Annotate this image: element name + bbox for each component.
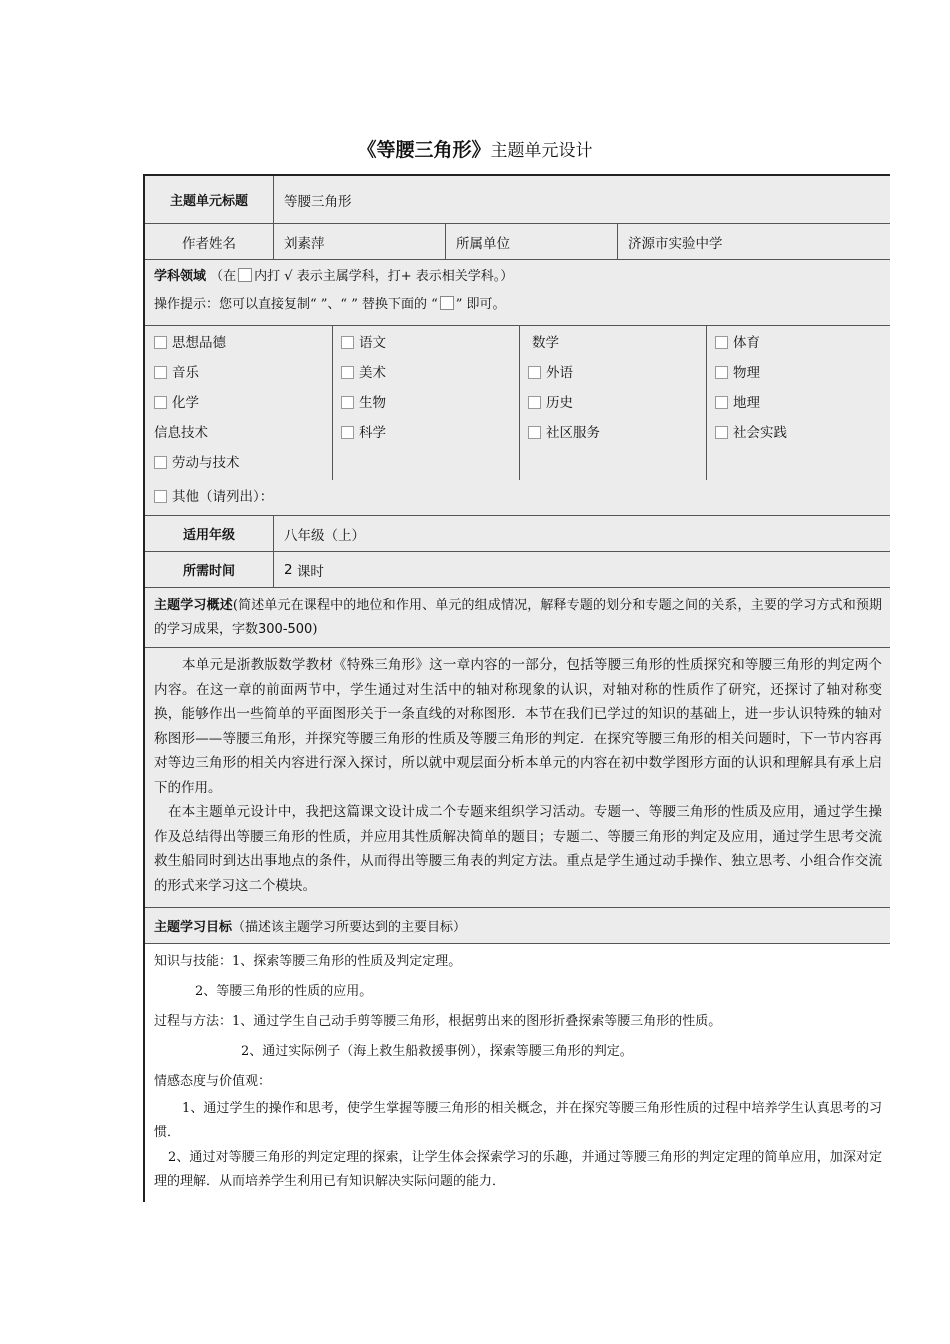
checkbox-icon[interactable]	[154, 366, 167, 379]
time-unit: 课时	[296, 563, 324, 580]
subject-area-tip	[154, 295, 506, 315]
tip-pre: 操作提示：您可以直接复制“ ”、“ ” 替换下面的 “	[154, 297, 438, 312]
checkbox-icon[interactable]	[154, 336, 167, 349]
subject-item: 信息技术	[154, 425, 208, 441]
subject-item[interactable]: 音乐	[154, 364, 199, 382]
checkbox-icon[interactable]	[528, 396, 541, 409]
overview-desc: (简述单元在课程中的地位和作用、单元的组成情况，解释专题的划分和专题之间的关系，主要的学习方式和预期的学习成果，字数	[154, 598, 882, 637]
overview-header-row	[145, 588, 890, 648]
subject-item[interactable]: 化学	[154, 394, 199, 412]
checkbox-icon[interactable]	[154, 396, 167, 409]
unit-value: 济源市实验中学	[628, 235, 723, 252]
subject-area-line	[154, 267, 513, 287]
overview-paragraph-1: 本单元是浙教版数学教材《特殊三角形》这一章内容的一部分，包括等腰三角形的性质探究和等腰三角形的判定两个内容。在这一章的前面两节中，学生通过对生活中的轴对称现象的认识，对轴对称的性质作了研究，还探讨了轴对称变换，能够作出一些简单的平面图形关于一条直线的对称图形．本节在我们已学过的知识的基础上，进一步认识特殊的轴对称图形——等腰三角形，并探究等腰三角形的性质及等腰三角形的判定．在探究等腰三角形的相关问题时，下一节内容再对等边三角形的相关内容进行深入探讨，所以就中观层面分析本单元的内容在初中数学图形方面的认识和理解具有承上启下的作用。	[154, 657, 882, 796]
title-rest: 主题单元设计	[490, 141, 593, 161]
checkbox-icon	[440, 296, 454, 310]
checkbox-icon[interactable]	[528, 366, 541, 379]
subject-item[interactable]: 生物	[341, 394, 386, 412]
checkbox-icon[interactable]	[715, 396, 728, 409]
overview-header	[154, 594, 882, 642]
time-label: 所需时间	[145, 552, 274, 587]
design-table	[143, 174, 890, 1202]
grade-row	[145, 516, 890, 552]
goal-knowledge-1: 知识与技能：1、探索等腰三角形的性质及判定定理。	[154, 954, 462, 969]
subjects-col-4	[706, 326, 890, 480]
subject-item[interactable]: 物理	[715, 364, 760, 382]
subject-item[interactable]: 思想品德	[154, 334, 226, 352]
subject-item[interactable]: 社会实践	[715, 424, 787, 442]
overview-content-row	[145, 648, 890, 908]
checkbox-icon[interactable]	[341, 396, 354, 409]
unit-title-row	[145, 176, 890, 224]
checkbox-icon[interactable]	[341, 336, 354, 349]
goal-attitude-2: 2、通过对等腰三角形的判定定理的探索，让学生体会探索学习的乐趣，并通过等腰三角形的判定定理的简单应用，加深对定理的理解．从而培养学生利用已有知识解决实际问题的能力．	[154, 1150, 882, 1189]
subjects-col-3	[519, 326, 707, 480]
author-row	[145, 224, 890, 260]
goals-label: 主题学习目标	[154, 920, 233, 935]
goals-desc: （描述该主题学习所要达到的主要目标）	[232, 920, 467, 935]
subject-item[interactable]: 地理	[715, 394, 760, 412]
subject-item[interactable]: 美术	[341, 364, 386, 382]
goals-header-row	[145, 908, 890, 944]
subjects-col-1	[145, 326, 333, 480]
checkbox-icon	[238, 268, 252, 282]
checkbox-icon[interactable]	[715, 336, 728, 349]
subjects-row	[145, 326, 890, 516]
time-value	[274, 552, 890, 587]
checkbox-icon[interactable]	[154, 456, 167, 469]
subject-item: 数学	[532, 335, 559, 351]
overview-word-count: 300-500	[258, 622, 313, 637]
goals-header	[154, 908, 890, 943]
subject-item[interactable]: 劳动与技术	[154, 454, 240, 472]
grade-value: 八年级（上）	[284, 527, 365, 544]
subject-item[interactable]: 体育	[715, 334, 760, 352]
unit-title-value: 等腰三角形	[284, 193, 352, 210]
overview-label: 主题学习概述	[154, 598, 233, 613]
goal-process-2: 2、通过实际例子（海上救生船救援事例），探索等腰三角形的判定。	[241, 1044, 633, 1059]
checkbox-icon[interactable]	[341, 426, 354, 439]
checkbox-icon[interactable]	[341, 366, 354, 379]
subject-area-label: 学科领域	[154, 269, 207, 284]
subject-other[interactable]: 其他（请列出）：	[154, 488, 273, 506]
goal-attitude-1: 1、通过学生的操作和思考，使学生掌握等腰三角形的相关概念，并在探究等腰三角形性质的过程中培养学生认真思考的习惯．	[154, 1101, 882, 1140]
time-row	[145, 552, 890, 588]
checkbox-icon[interactable]	[715, 426, 728, 439]
grade-label: 适用年级	[145, 516, 274, 551]
subject-item[interactable]: 历史	[528, 394, 573, 412]
tip-post: ” 即可。	[455, 297, 506, 312]
checkbox-icon[interactable]	[154, 490, 167, 503]
goals-content-row	[145, 944, 890, 1202]
overview-content	[154, 653, 882, 898]
unit-title-label: 主题单元标题	[145, 176, 274, 223]
unit-label: 所属单位	[446, 224, 618, 259]
goal-attitude-heading: 情感态度与价值观：	[154, 1074, 272, 1089]
subject-area-note-pre: （在	[210, 269, 237, 284]
subject-area-note-post: 内打 √ 表示主属学科，打+ 表示相关学科。）	[254, 269, 514, 284]
goal-process-1: 过程与方法：1、通过学生自己动手剪等腰三角形，根据剪出来的图形折叠探索等腰三角形的性质。	[154, 1014, 722, 1029]
overview-paragraph-2: 在本主题单元设计中，我把这篇课文设计成二个专题来组织学习活动。专题一、等腰三角形的性质及应用，通过学生操作及总结得出等腰三角形的性质，并应用其性质解决简单的题目；专题二、等腰三角形的判定及应用，通过学生思考交流救生船同时到达出事地点的条件，从而得出等腰三角表的判定方法。重点是学生通过动手操作、独立思考、小组合作交流的形式来学习这二个模块。	[154, 804, 882, 894]
page-title	[0, 136, 950, 165]
subject-item[interactable]: 科学	[341, 424, 386, 442]
checkbox-icon[interactable]	[715, 366, 728, 379]
checkbox-icon[interactable]	[528, 426, 541, 439]
subject-item[interactable]: 社区服务	[528, 424, 600, 442]
goal-knowledge-2: 2、等腰三角形的性质的应用。	[195, 984, 373, 999]
subject-item[interactable]: 语文	[341, 334, 386, 352]
subject-item[interactable]: 外语	[528, 364, 573, 382]
subject-area-row	[145, 260, 890, 326]
subjects-col-2	[332, 326, 520, 480]
title-bold: 《等腰三角形》	[357, 139, 491, 161]
author-label: 作者姓名	[145, 224, 274, 259]
time-num: 2	[284, 561, 293, 578]
overview-desc-end: )	[312, 622, 318, 637]
author-name: 刘素萍	[274, 224, 446, 259]
